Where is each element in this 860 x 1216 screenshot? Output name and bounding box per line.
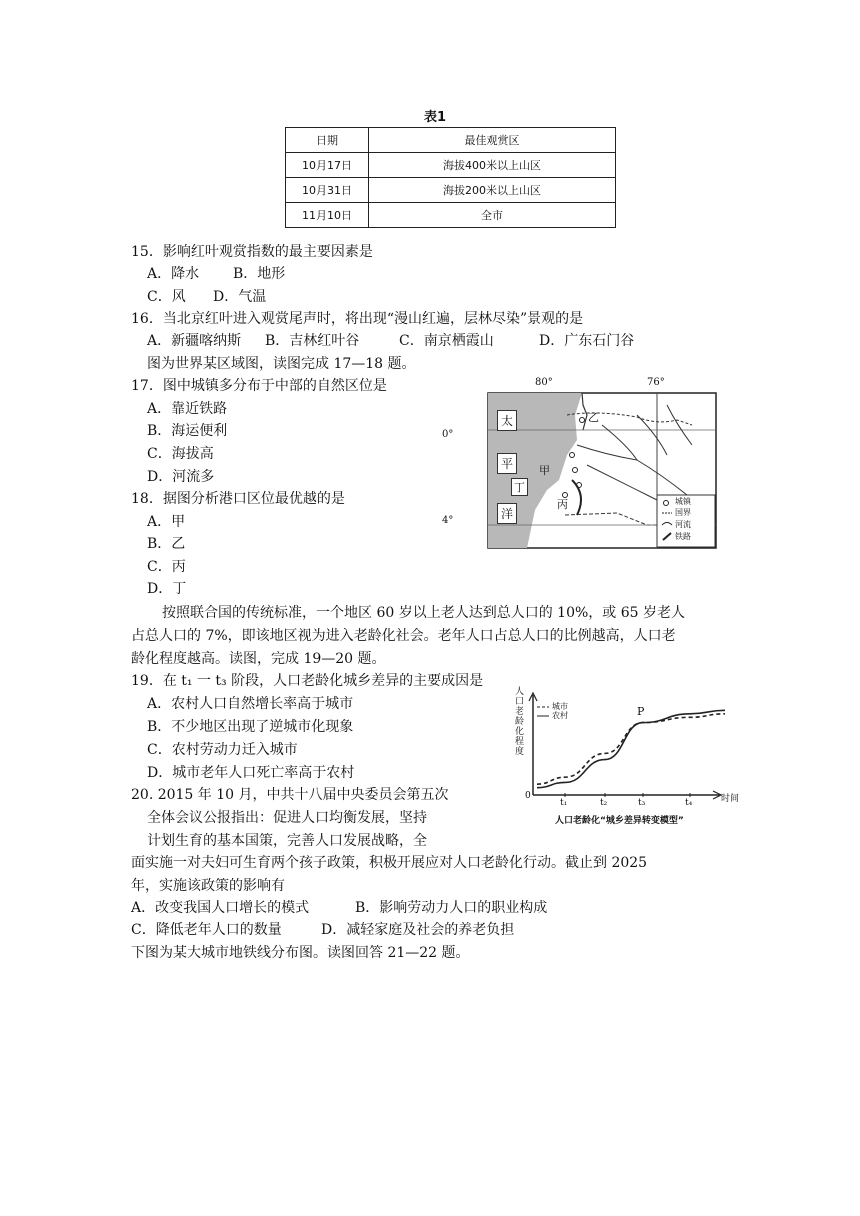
table-cell: 全市 (369, 203, 616, 228)
intro-17-18: 图为世界某区域图，读图完成 17—18 题。 (147, 356, 416, 372)
table-caption: 表1 (424, 110, 447, 125)
intro-21-22: 下图为某大城市地铁线分布图。读图回答 21—22 题。 (131, 945, 470, 961)
lat-label: 0° (442, 429, 454, 440)
option-b[interactable]: B．海运便利 (147, 423, 228, 439)
x-tick-label: t₂ (600, 798, 608, 808)
option-d[interactable]: D．河流多 (147, 469, 215, 485)
table-header: 最佳观赏区 (369, 128, 616, 153)
region-map (442, 377, 717, 554)
option-b[interactable]: B．影响劳动力人口的职业构成 (355, 900, 548, 916)
table-cell: 海拔200米以上山区 (369, 178, 616, 203)
ocean-char: 太 (497, 410, 517, 431)
question-20-options-row1 (131, 897, 547, 919)
option-d[interactable]: D．气温 (213, 289, 267, 305)
chart-xlabel: 时间 (721, 794, 740, 804)
lon-label: 76° (647, 377, 665, 388)
legend-town: 城镇 (675, 497, 691, 506)
option-b[interactable]: B．地形 (233, 266, 286, 282)
place-ding: 丁 (511, 478, 528, 496)
x-tick-label: t₄ (685, 798, 693, 808)
question-20-line2: 全体会议公报指出：促进人口均衡发展，坚持 (147, 810, 427, 826)
place-jia: 甲 (539, 464, 550, 477)
option-c[interactable]: C．风 (147, 289, 186, 305)
option-d[interactable]: D．广东石门谷 (539, 333, 635, 349)
place-bing: 丙 (557, 498, 568, 511)
question-16-options (147, 330, 634, 352)
x-tick-label: t₁ (560, 798, 568, 808)
table-row (286, 153, 616, 178)
legend-rural: 农村 (552, 711, 568, 720)
option-c[interactable]: C．海拔高 (147, 446, 214, 462)
chart-origin: 0 (525, 791, 531, 801)
question-17-stem: 17．图中城镇多分布于中部的自然区位是 (131, 378, 387, 394)
question-20-line5: 年，实施该政策的影响有 (131, 878, 285, 894)
option-c[interactable]: C．农村劳动力迁入城市 (147, 742, 298, 758)
option-a[interactable]: A．靠近铁路 (147, 401, 228, 417)
question-16-stem: 16．当北京红叶进入观赏尾声时，将出现“漫山红遍，层林尽染”景观的是 (131, 311, 584, 327)
option-b[interactable]: B．吉林红叶谷 (265, 333, 360, 349)
table-header-row (286, 128, 616, 153)
option-a[interactable]: A．农村人口自然增长率高于城市 (147, 696, 354, 712)
aging-chart-svg (515, 685, 755, 830)
aging-chart (515, 685, 755, 834)
legend-city: 城市 (552, 702, 568, 711)
question-20-line4: 面实施一对夫妇可生育两个孩子政策，积极开展应对人口老龄化行动。截止到 2025 (131, 855, 648, 871)
table-row (286, 203, 616, 228)
intro-19-20-line3: 龄化程度越高。读图，完成 19—20 题。 (131, 651, 386, 667)
question-20-line3: 计划生育的基本国策，完善人口发展战略，全 (147, 833, 427, 849)
option-c[interactable]: C．降低老年人口的数量 (131, 922, 282, 938)
table-header: 日期 (286, 128, 369, 153)
option-a[interactable]: A．甲 (147, 514, 186, 530)
table1 (285, 127, 616, 228)
option-d[interactable]: D．城市老年人口死亡率高于农村 (147, 765, 355, 781)
question-20-options-row2 (131, 919, 514, 941)
table-cell: 10月17日 (286, 153, 369, 178)
option-a[interactable]: A．改变我国人口增长的模式 (131, 900, 310, 916)
series-line-1 (537, 710, 725, 787)
option-d[interactable]: D．丁 (147, 581, 187, 597)
question-20-line1: 20. 2015 年 10 月，中共十八届中央委员会第五次 (131, 787, 449, 803)
table-cell: 10月31日 (286, 178, 369, 203)
table-row (286, 178, 616, 203)
chart-annotation-p: P (637, 705, 645, 718)
x-tick-label: t₃ (638, 798, 646, 808)
option-b[interactable]: B．不少地区出现了逆城市化现象 (147, 719, 354, 735)
option-c[interactable]: C．丙 (147, 559, 186, 575)
chart-ylabel: 人口老龄化程度 (515, 687, 525, 757)
question-15-stem: 15．影响红叶观赏指数的最主要因素是 (131, 244, 373, 260)
option-a[interactable]: A．降水 (147, 266, 200, 282)
legend-river: 河流 (675, 520, 691, 529)
ocean-char: 洋 (497, 503, 517, 524)
option-c[interactable]: C．南京栖霞山 (399, 333, 494, 349)
chart-title: 人口老龄化“城乡差异转变模型” (555, 816, 684, 826)
intro-19-20-line1: 按照联合国的传统标准，一个地区 60 岁以上老人达到总人口的 10%，或 65 岁老人 (162, 605, 685, 621)
legend-border: 国界 (675, 508, 691, 517)
series-line-0 (537, 714, 725, 784)
question-15-options-row2 (147, 286, 266, 308)
lat-label: 4° (442, 515, 454, 526)
table-cell: 海拔400米以上山区 (369, 153, 616, 178)
question-18-stem: 18．据图分析港口区位最优越的是 (131, 491, 345, 507)
legend-railway: 铁路 (675, 532, 691, 541)
table-cell: 11月10日 (286, 203, 369, 228)
place-yi: 乙 (588, 411, 599, 424)
question-19-stem: 19．在 t₁ 一 t₃ 阶段，人口老龄化城乡差异的主要成因是 (131, 673, 484, 689)
option-b[interactable]: B．乙 (147, 536, 186, 552)
question-15-options-row1 (147, 263, 285, 285)
intro-19-20-line2: 占总人口的 7%，即该地区视为进入老龄化社会。老年人口占总人口的比例越高，人口老 (131, 628, 676, 644)
ocean-char: 平 (497, 453, 517, 474)
lon-label: 80° (535, 377, 553, 388)
option-d[interactable]: D．减轻家庭及社会的养老负担 (321, 922, 515, 938)
option-a[interactable]: A．新疆喀纳斯 (147, 333, 242, 349)
